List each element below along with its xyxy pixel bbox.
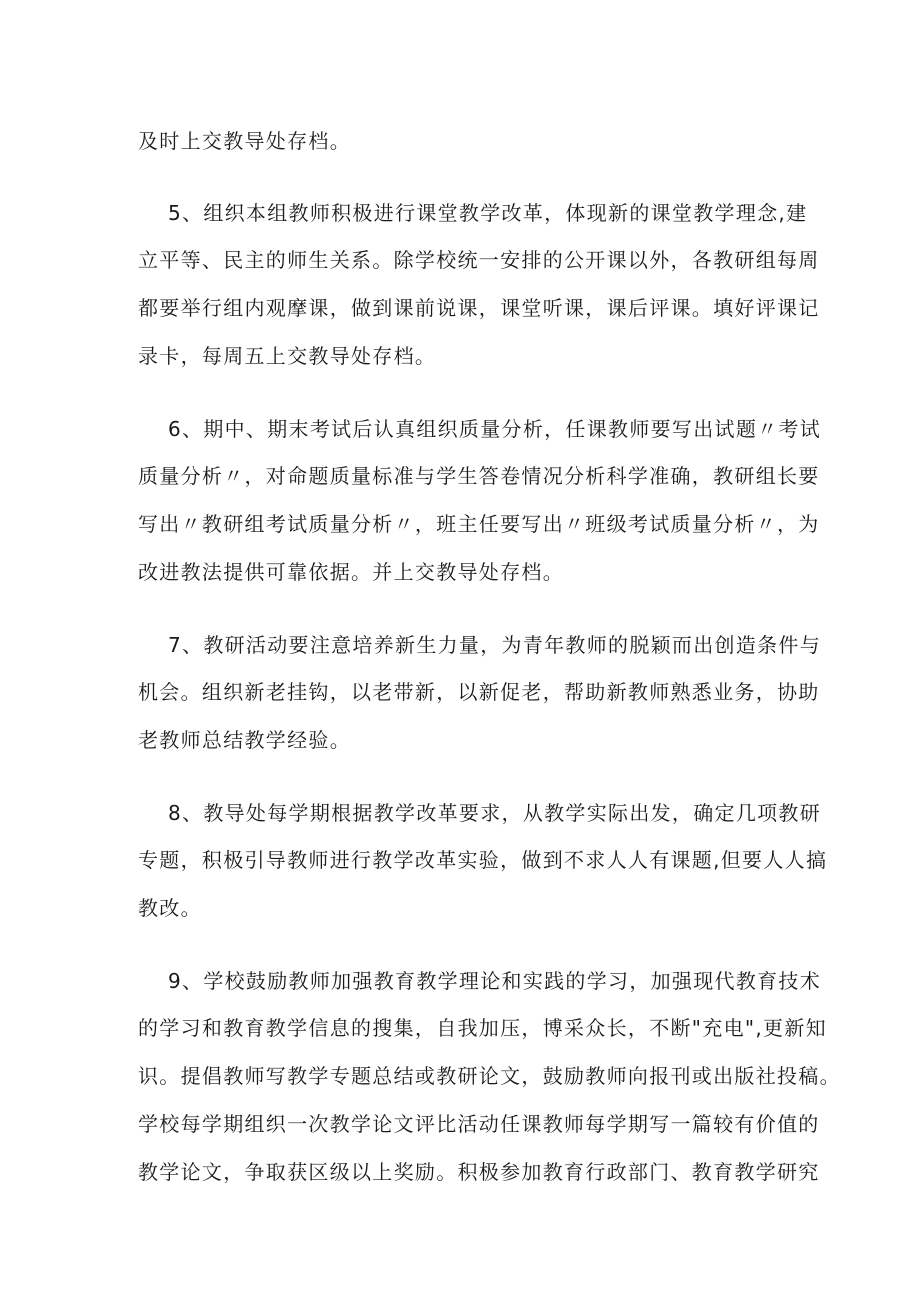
text-line: 的学习和教育教学信息的搜集，自我加压，博采众长，不断"充电",更新知 <box>138 1016 827 1040</box>
text-line: 专题，积极引导教师进行教学改革实验，做到不求人人有课题,但要人人搞 <box>138 848 828 872</box>
text-line: 教改。 <box>138 896 202 920</box>
text-line: 都要举行组内观摩课，做到课前说课，课堂听课，课后评课。填好评课记 <box>138 296 820 320</box>
text-line: 5、组织本组教师积极进行课堂教学改革，体现新的课堂教学理念,建 <box>168 201 808 225</box>
text-line: 教学论文，争取获区级以上奖励。积极参加教育行政部门、教育教学研究 <box>138 1160 820 1184</box>
text-line: 6、期中、期末考试后认真组织质量分析，任课教师要写出试题〃考试 <box>168 417 822 441</box>
text-line: 立平等、民主的师生关系。除学校统一安排的公开课以外，各教研组每周 <box>138 248 820 272</box>
text-line: 7、教研活动要注意培养新生力量，为青年教师的脱颖而出创造条件与 <box>168 633 822 657</box>
text-line: 学校每学期组织一次教学论文评比活动任课教师每学期写一篇较有价值的 <box>138 1112 820 1136</box>
text-line: 8、教导处每学期根据教学改革要求，从教学实际出发，确定几项教研 <box>168 801 822 825</box>
text-line: 识。提倡教师写教学专题总结或教研论文，鼓励教师向报刊或出版社投稿。 <box>138 1064 841 1088</box>
text-line: 机会。组织新老挂钩，以老带新，以新促老，帮助新教师熟悉业务，协助 <box>138 680 820 704</box>
text-line: 9、学校鼓励教师加强教育教学理论和实践的学习，加强现代教育技术 <box>168 969 822 993</box>
text-line: 老教师总结教学经验。 <box>138 728 351 752</box>
text-line: 录卡，每周五上交教导处存档。 <box>138 344 437 368</box>
text-line: 及时上交教导处存档。 <box>138 129 351 153</box>
text-line: 改进教法提供可靠依据。并上交教导处存档。 <box>138 560 564 584</box>
text-line: 质量分析〃，对命题质量标准与学生答卷情况分析科学准确，教研组长要 <box>138 464 820 488</box>
text-line: 写出〃教研组考试质量分析〃，班主任要写出〃班级考试质量分析〃，为 <box>138 512 820 536</box>
